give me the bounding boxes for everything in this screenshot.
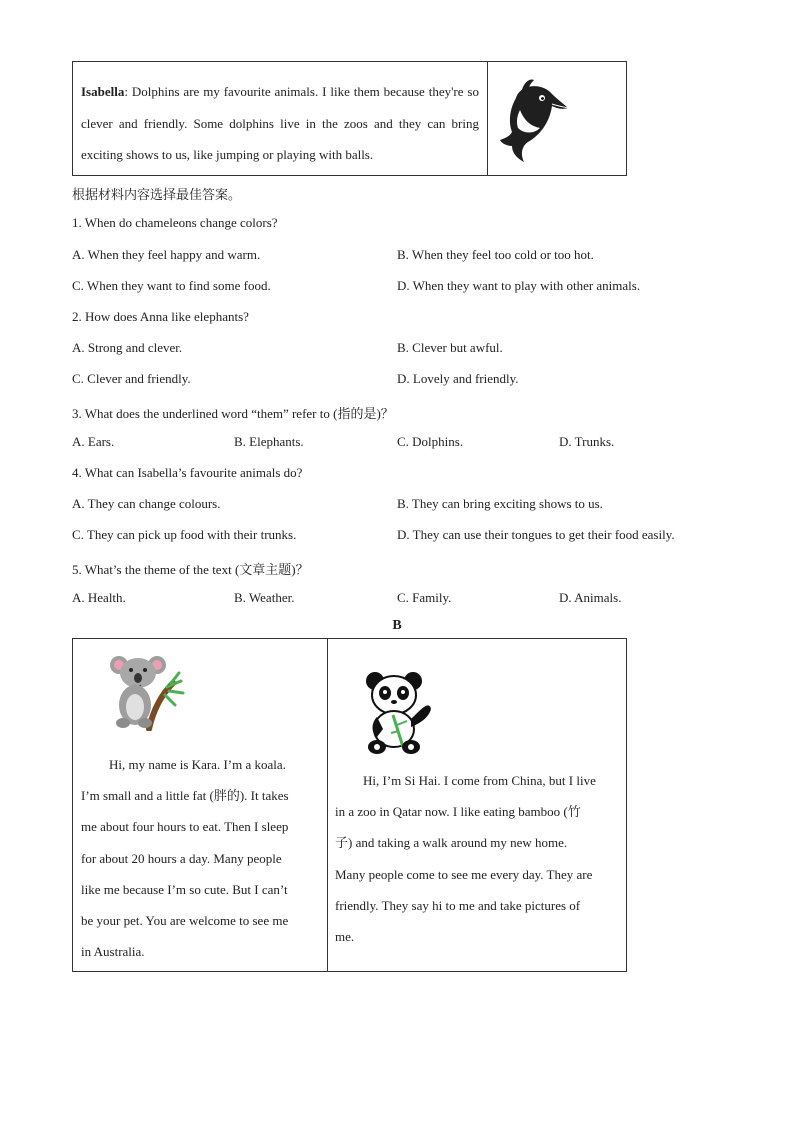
question-3-stem: 3. What does the underlined word “them” refer to (指的是)？ <box>72 406 394 421</box>
koala-line: for about 20 hours a day. Many people <box>81 850 282 866</box>
question-4-option-d[interactable]: D. They can use their tongues to get their food easily. <box>397 527 675 542</box>
koala-passage <box>81 749 289 967</box>
isabella-passage-text <box>81 76 479 171</box>
panda-line: 子) and taking a walk around my new home. <box>335 835 568 851</box>
question-1-option-a[interactable]: A. When they feel happy and warm. <box>72 247 261 262</box>
question-2-option-c[interactable]: C. Clever and friendly. <box>72 371 191 386</box>
question-3-option-b[interactable]: B. Elephants. <box>234 434 304 449</box>
column-divider <box>327 639 328 971</box>
panda-icon <box>363 667 437 755</box>
question-1-stem: 1. When do chameleons change colors? <box>72 215 278 230</box>
panda-line: in a zoo in Qatar now. I like eating bamboo (竹 <box>335 804 581 820</box>
koala-icon <box>109 651 185 731</box>
question-3-option-a[interactable]: A. Ears. <box>72 434 115 449</box>
panda-line: friendly. They say hi to me and take pictures of <box>335 897 581 913</box>
question-2-option-d[interactable]: D. Lovely and friendly. <box>397 371 519 386</box>
isabella-passage-box <box>72 61 627 176</box>
panda-line: Hi, I’m Si Hai. I come from China, but I live <box>363 773 596 788</box>
panda-line: Many people come to see me every day. They are <box>335 866 593 882</box>
panda-passage <box>335 765 596 952</box>
question-3-option-d[interactable]: D. Trunks. <box>559 434 615 449</box>
question-2-option-a[interactable]: A. Strong and clever. <box>72 340 183 355</box>
question-1-option-c[interactable]: C. When they want to find some food. <box>72 278 271 293</box>
question-2-option-b[interactable]: B. Clever but awful. <box>397 340 503 355</box>
question-4-option-c[interactable]: C. They can pick up food with their trunks. <box>72 527 297 542</box>
box-divider <box>487 62 488 175</box>
koala-line: in Australia. <box>81 944 145 960</box>
question-5-stem: 5. What’s the theme of the text (文章主题)？ <box>72 562 309 577</box>
instruction: 根据材料内容选择最佳答案。 <box>72 187 242 202</box>
speaker-name: Isabella <box>81 84 125 99</box>
koala-line: me about four hours to eat. Then I sleep <box>81 819 289 835</box>
question-1-option-b[interactable]: B. When they feel too cold or too hot. <box>397 247 594 262</box>
question-5-option-a[interactable]: A. Health. <box>72 590 126 605</box>
section-b-heading: B <box>392 618 402 633</box>
question-5-option-d[interactable]: D. Animals. <box>559 590 622 605</box>
koala-line: be your pet. You are welcome to see me <box>81 913 289 929</box>
section-b-box <box>72 638 627 972</box>
question-4-option-b[interactable]: B. They can bring exciting shows to us. <box>397 496 603 511</box>
question-3-option-c[interactable]: C. Dolphins. <box>397 434 464 449</box>
koala-line: like me because I’m so cute. But I can’t <box>81 881 288 897</box>
dolphin-icon <box>498 76 572 166</box>
passage-body: : Dolphins are my favourite animals. I like them because they're so clever and friendly. Some dolphins live in the zoos and they can bring exciting shows to us, like jumping or playing with balls. <box>81 84 479 162</box>
question-5-option-b[interactable]: B. Weather. <box>234 590 295 605</box>
question-4-option-a[interactable]: A. They can change colours. <box>72 496 221 511</box>
question-2-stem: 2. How does Anna like elephants? <box>72 309 249 324</box>
question-1-option-d[interactable]: D. When they want to play with other animals. <box>397 278 641 293</box>
panda-line: me. <box>335 929 355 945</box>
koala-line: I’m small and a little fat (胖的). It takes <box>81 788 289 804</box>
koala-line: Hi, my name is Kara. I’m a koala. <box>109 757 286 772</box>
question-5-option-c[interactable]: C. Family. <box>397 590 452 605</box>
question-4-stem: 4. What can Isabella’s favourite animals do? <box>72 465 303 480</box>
